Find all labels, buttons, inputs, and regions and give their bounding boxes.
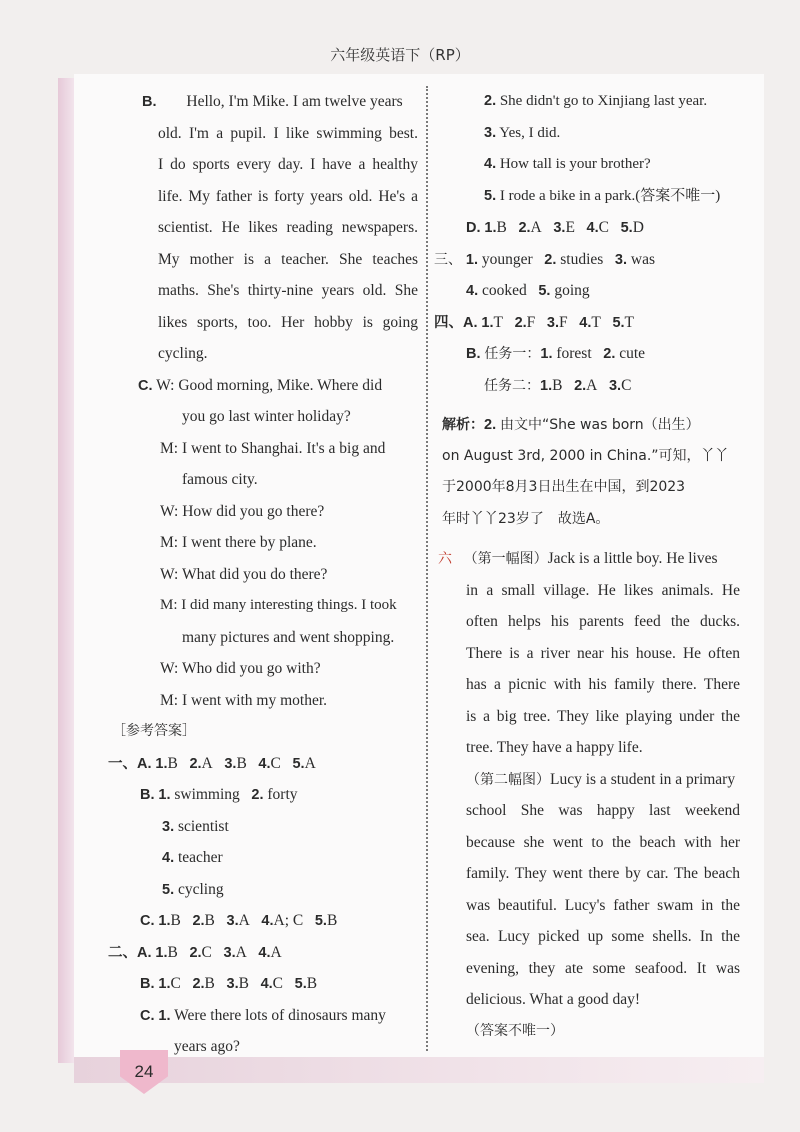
answer-value: B xyxy=(236,754,247,772)
answer-value: B xyxy=(167,943,178,961)
answer-row-1b xyxy=(108,811,418,843)
passage-b-line: maths. She's thirty-nine years old. She xyxy=(158,282,418,299)
item-number: 3. xyxy=(223,944,236,961)
answer-value: studies xyxy=(560,250,604,268)
answer-value: C xyxy=(201,943,212,961)
answer-value: B xyxy=(496,219,507,236)
answer-row-1b xyxy=(108,874,418,906)
answer-value: A xyxy=(530,219,542,236)
column-divider xyxy=(426,86,428,1051)
item-number: 2. xyxy=(189,755,202,772)
item-number: 2. xyxy=(251,787,264,803)
composition-line: There is a river near his house. He often xyxy=(466,644,740,662)
item-number: 3. xyxy=(553,220,566,236)
composition-line: often helps his parents feed the ducks. xyxy=(466,613,740,630)
item-number: 3. xyxy=(614,251,628,268)
answer-value: B xyxy=(326,912,338,929)
answer-row-1b xyxy=(108,779,418,811)
answer-note: （答案不唯一） xyxy=(466,1022,564,1039)
answer-row-2d xyxy=(434,212,740,244)
answer-value: A; C xyxy=(273,912,304,929)
passage-b-line: likes sports, too. Her hobby is going xyxy=(158,313,418,331)
answer-row-3 xyxy=(434,244,740,276)
answer-value: was xyxy=(630,250,655,268)
right-column xyxy=(434,86,740,1047)
section-label: 六 xyxy=(438,551,452,567)
answer-value: Were there lots of dinosaurs many xyxy=(174,1006,386,1024)
item-number: 1. xyxy=(481,314,494,331)
answer-value: A xyxy=(238,912,250,929)
reference-answer-heading: ［参考答案］ xyxy=(112,723,196,739)
answer-value: scientist xyxy=(177,817,229,835)
answer-value: A xyxy=(201,754,213,772)
picture-label: （第二幅图） xyxy=(466,771,550,788)
item-number: 4. xyxy=(579,314,592,331)
page-edge-decoration xyxy=(58,78,75,1063)
answer-row-4b xyxy=(434,370,740,402)
answer-value: T xyxy=(624,313,634,331)
item-number: 3. xyxy=(162,818,175,835)
answer-value: A xyxy=(586,376,598,394)
answer-value: forest xyxy=(556,345,592,362)
answer-value: I rode a bike in a park.(答案不唯一) xyxy=(499,187,721,204)
section-label: 一、A. xyxy=(108,755,152,772)
item-number: 1. xyxy=(158,787,171,803)
section-label: C. xyxy=(140,913,155,929)
passage-b-line: My mother is a teacher. She teaches xyxy=(158,250,418,268)
item-number: 1. xyxy=(158,1007,171,1024)
answer-value: C xyxy=(270,754,281,772)
item-number: 3. xyxy=(608,377,622,394)
item-number: 1. xyxy=(465,251,478,268)
composition-line: delicious. What a good day! xyxy=(466,991,641,1008)
item-number: 4. xyxy=(484,156,497,172)
answer-row-2c xyxy=(434,181,740,213)
answer-value: C xyxy=(170,975,181,992)
composition-line: has a picnic with his family there. There xyxy=(466,676,740,693)
answer-value: teacher xyxy=(177,849,223,866)
item-number: 2. xyxy=(603,346,616,362)
composition-text: Lucy is a student in a primary xyxy=(550,770,736,788)
section-label: B. xyxy=(140,976,155,992)
section-b-label: B. xyxy=(142,94,157,110)
item-number: 1. xyxy=(155,944,168,961)
item-number: 1. xyxy=(540,346,553,362)
item-number: 1. xyxy=(155,755,168,772)
page-header: 六年级英语下（RP） xyxy=(330,46,470,64)
item-number: 2. xyxy=(574,377,587,394)
item-number: 3. xyxy=(226,976,239,992)
answer-value: Yes, I did. xyxy=(499,124,561,141)
item-number: 2. xyxy=(514,314,527,331)
answer-row-2c xyxy=(108,1000,418,1032)
composition-line: sea. Lucy picked up some shells. In the xyxy=(466,928,740,945)
answer-value: swimming xyxy=(174,786,240,803)
answer-value: A xyxy=(270,943,282,961)
answer-value: F xyxy=(559,313,568,331)
answer-row-2c xyxy=(434,86,740,118)
section-label: 三、 xyxy=(434,251,462,268)
item-number: 4. xyxy=(466,283,479,299)
section-label: B. xyxy=(466,346,481,362)
page-number: 24 xyxy=(134,1062,154,1081)
dialogue-line: W: How did you go there? xyxy=(160,502,325,520)
answer-value: B xyxy=(238,975,249,992)
answer-value: She didn't go to Xinjiang last year. xyxy=(499,93,708,109)
composition-line xyxy=(434,764,740,796)
passage-b-line: life. My father is forty years old. He's a xyxy=(158,187,418,205)
composition-line: school She was happy last weekend xyxy=(466,802,740,819)
answer-value: How tall is your brother? xyxy=(499,156,651,172)
section-label: 二、A. xyxy=(108,944,152,961)
composition-line: is a big tree. They like playing under the xyxy=(466,707,740,725)
item-number: 5. xyxy=(484,187,497,204)
composition-line: tree. They have a happy life. xyxy=(466,739,643,756)
composition-line: in a small village. He likes animals. He xyxy=(466,581,740,599)
task1-label: 任务一： xyxy=(484,346,541,362)
section-label: D. xyxy=(466,220,481,236)
answer-row-2c xyxy=(434,118,740,150)
answer-value: F xyxy=(526,313,536,331)
answer-row-2c xyxy=(434,149,740,181)
item-number: 1. xyxy=(158,976,171,992)
analysis-line: on August 3rd, 2000 in China.”可知，丫丫 xyxy=(442,447,729,464)
answer-value: B xyxy=(306,975,318,992)
item-number: 2. xyxy=(544,251,557,268)
answer-value: B xyxy=(167,754,178,772)
answer-row-4a xyxy=(434,307,740,339)
item-number: 2. xyxy=(484,417,497,433)
item-number: 4. xyxy=(260,976,273,992)
answer-value: B xyxy=(552,376,563,394)
answer-value: younger xyxy=(481,250,533,268)
item-number: 2. xyxy=(192,976,205,992)
passage-b-line: I do sports every day. I have a healthy xyxy=(158,156,418,173)
item-number: 2. xyxy=(189,944,202,961)
analysis-label: 解析： xyxy=(442,417,484,433)
item-number: 3. xyxy=(546,314,559,331)
item-number: 1. xyxy=(158,913,171,929)
passage-b-line: old. I'm a pupil. I like swimming best. xyxy=(158,124,418,142)
dialogue-line: W: Who did you go with? xyxy=(160,660,321,677)
composition-line xyxy=(434,543,740,575)
item-number: 4. xyxy=(162,850,175,866)
analysis-line: 于2000年8月3日出生在中国，到2023 xyxy=(442,479,686,495)
dialogue-line: M: I went there by plane. xyxy=(160,534,317,551)
analysis-line: 年时丫丫23岁了 故选A。 xyxy=(442,510,610,527)
dialogue-line: W: What did you do there? xyxy=(160,565,328,583)
analysis-text: 由文中“She was born（出生） xyxy=(499,417,700,433)
answer-value: cooked xyxy=(481,282,527,299)
answer-value: going xyxy=(554,282,590,299)
item-number: 3. xyxy=(484,124,497,141)
item-number: 5. xyxy=(292,755,305,772)
dialogue-line: you go last winter holiday? xyxy=(182,408,351,425)
item-number: 4. xyxy=(258,755,271,772)
dialogue-line: M: I went with my mother. xyxy=(160,691,328,709)
dialogue-text: W: Good morning, Mike. Where did xyxy=(156,376,383,394)
answer-value: T xyxy=(493,313,503,331)
passage-b-text: Hello, I'm Mike. I am twelve years xyxy=(186,93,403,110)
dialogue-line: M: I went to Shanghai. It's a big and xyxy=(160,439,386,457)
item-number: 5. xyxy=(620,220,633,236)
item-number: 5. xyxy=(162,881,175,898)
answer-value: cute xyxy=(619,345,646,362)
answer-value: E xyxy=(565,219,575,236)
item-number: 4. xyxy=(586,220,599,236)
item-number: 3. xyxy=(226,913,239,929)
item-number: 5. xyxy=(294,976,307,992)
section-label: 四、A. xyxy=(434,314,478,331)
answer-row-1b xyxy=(108,842,418,874)
dialogue-line: famous city. xyxy=(182,471,258,488)
answer-value: C xyxy=(598,219,609,236)
item-number: 2. xyxy=(192,913,205,929)
answer-row-3 xyxy=(434,275,740,307)
item-number: 4. xyxy=(261,913,274,929)
item-number: 5. xyxy=(314,913,327,929)
passage-b-line: cycling. xyxy=(158,345,208,362)
dialogue-line xyxy=(108,370,418,402)
answer-value: A xyxy=(304,754,316,772)
answer-row-1c xyxy=(108,905,418,937)
answer-value: B xyxy=(204,912,215,929)
passage-b-line xyxy=(108,86,418,118)
section-label: B. xyxy=(140,787,155,803)
answer-value: T xyxy=(591,313,601,331)
item-number: 2. xyxy=(484,93,497,109)
item-number: 1. xyxy=(484,220,497,236)
composition-line: family. They went there by car. The beach xyxy=(466,865,740,882)
answer-row-2b xyxy=(108,968,418,1000)
item-number: 5. xyxy=(538,283,551,299)
answer-value: forty xyxy=(267,786,298,803)
analysis-line xyxy=(434,409,740,441)
answer-row-2c: years ago? xyxy=(174,1038,240,1055)
answer-value: C xyxy=(621,376,632,394)
answer-value: B xyxy=(204,975,215,992)
dialogue-line: many pictures and went shopping. xyxy=(182,628,395,646)
item-number: 2. xyxy=(518,220,531,236)
answer-row-2a xyxy=(108,937,418,969)
answer-row-4b xyxy=(434,338,740,370)
section-c-label: C. xyxy=(138,377,153,394)
picture-label: （第一幅图） xyxy=(463,551,548,567)
left-column xyxy=(108,86,418,1063)
dialogue-line: M: I did many interesting things. I took xyxy=(160,597,397,613)
composition-line: was beautiful. Lucy's father swam in the xyxy=(466,896,740,914)
passage-b-line: scientist. He likes reading newspapers. xyxy=(158,219,418,236)
answer-row-1a xyxy=(108,748,418,780)
composition-line: evening, they ate some seafood. It was xyxy=(466,959,740,977)
composition-text: Jack is a little boy. He lives xyxy=(547,550,718,567)
answer-value: B xyxy=(170,912,181,929)
answer-value: C xyxy=(272,975,283,992)
item-number: 3. xyxy=(224,755,237,772)
answer-value: D xyxy=(632,219,644,236)
answer-value: A xyxy=(235,943,247,961)
section-label: C. xyxy=(140,1007,155,1024)
composition-line: because she went to the beach with her xyxy=(466,833,740,851)
task2-label: 任务二： xyxy=(484,377,540,394)
answer-value: cycling xyxy=(177,880,224,898)
item-number: 4. xyxy=(258,944,271,961)
item-number: 5. xyxy=(612,314,625,331)
item-number: 1. xyxy=(540,377,553,394)
